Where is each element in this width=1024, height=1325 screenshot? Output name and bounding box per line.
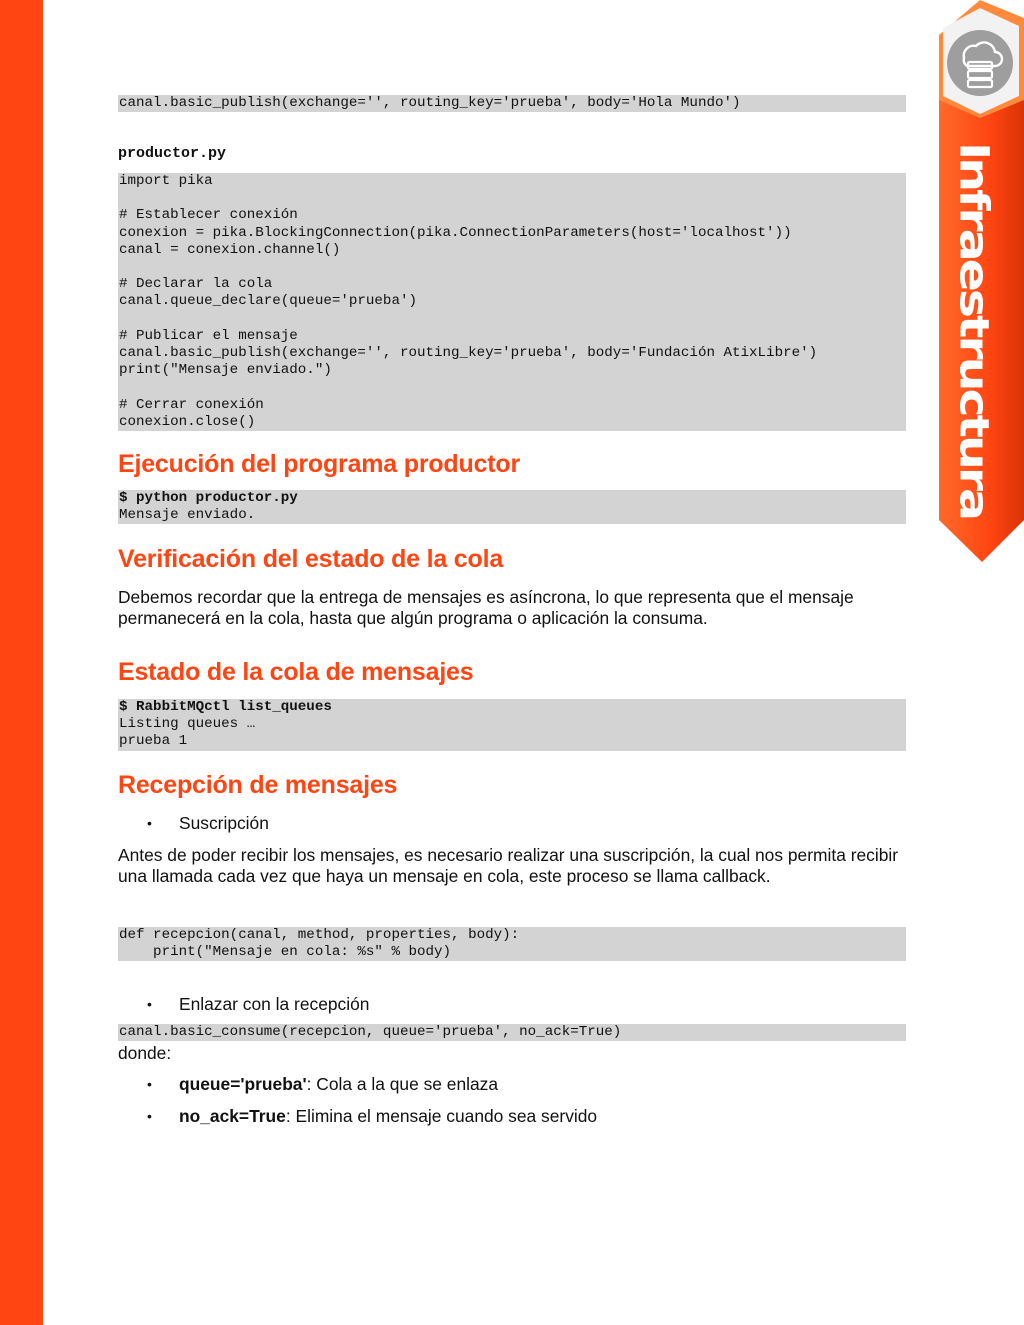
bullet-subscription-text: Suscripción (179, 813, 269, 833)
bullet-dot: • (147, 815, 152, 831)
exec-command: $ python productor.py (119, 490, 298, 506)
consume-code-block: canal.basic_consume(recepcion, queue='prueba', no_ack=True) (118, 1024, 906, 1041)
verify-paragraph: Debemos recordar que la entrega de mensajes es asíncrona, lo que representa que el mensaje permanecerá en la cola, hasta que algún programa o aplicación la consuma. (118, 587, 854, 628)
bullet-bind-text: Enlazar con la recepción (179, 994, 370, 1014)
bullet-dot: • (147, 996, 152, 1012)
reception-heading: Recepción de mensajes (118, 771, 398, 799)
state-command: $ RabbitMQctl list_queues (119, 699, 332, 715)
left-color-bar (0, 0, 43, 1325)
bullet-dot: • (147, 1076, 152, 1092)
producer-file-title: productor.py (118, 145, 227, 162)
bullet-dot: • (147, 1108, 152, 1124)
code-snippet-publish: canal.basic_publish(exchange='', routing_key='prueba', body='Hola Mundo') (118, 95, 906, 112)
param-noack-desc: : Elimina el mensaje cuando sea servido (285, 1106, 598, 1126)
badge-label: Infraestructura (950, 142, 998, 519)
state-code-block (118, 699, 906, 751)
exec-code-block (118, 490, 906, 524)
state-heading: Estado de la cola de mensajes (118, 658, 474, 686)
exec-output: Mensaje enviado. (119, 507, 256, 524)
state-output: Listing queues … prueba 1 (119, 716, 256, 750)
param-queue-name: queue='prueba' (179, 1074, 307, 1094)
reception-paragraph: Antes de poder recibir los mensajes, es necesario realizar una suscripción, la cual nos permita recibir una llamada cada vez que haya un mensaje en cola, este proceso se llama callback. (118, 845, 899, 886)
verify-heading: Verificación del estado de la cola (118, 545, 504, 573)
callback-code-block: def recepcion(canal, method, properties, body): print("Mensaje en cola: %s" % body) (118, 927, 906, 961)
exec-heading: Ejecución del programa productor (118, 450, 520, 478)
producer-code-block: import pika # Establecer conexión conexion = pika.BlockingConnection(pika.ConnectionParameters(host='localhost')) canal = conexion.channel() # Declarar la cola canal.queue_declare(queue='prueba') # Publicar el mensaje canal.basic_publish(exchange='', routing_key='prueba', body='Fundación AtixLibre') print("Mensaje enviado.") # Cerrar conexión conexion.close() (118, 173, 906, 431)
server-cloud-icon (947, 30, 1013, 96)
where-text: donde: (118, 1043, 172, 1063)
param-queue-desc: : Cola a la que se enlaza (306, 1074, 499, 1094)
param-noack-name: no_ack=True (179, 1106, 286, 1126)
